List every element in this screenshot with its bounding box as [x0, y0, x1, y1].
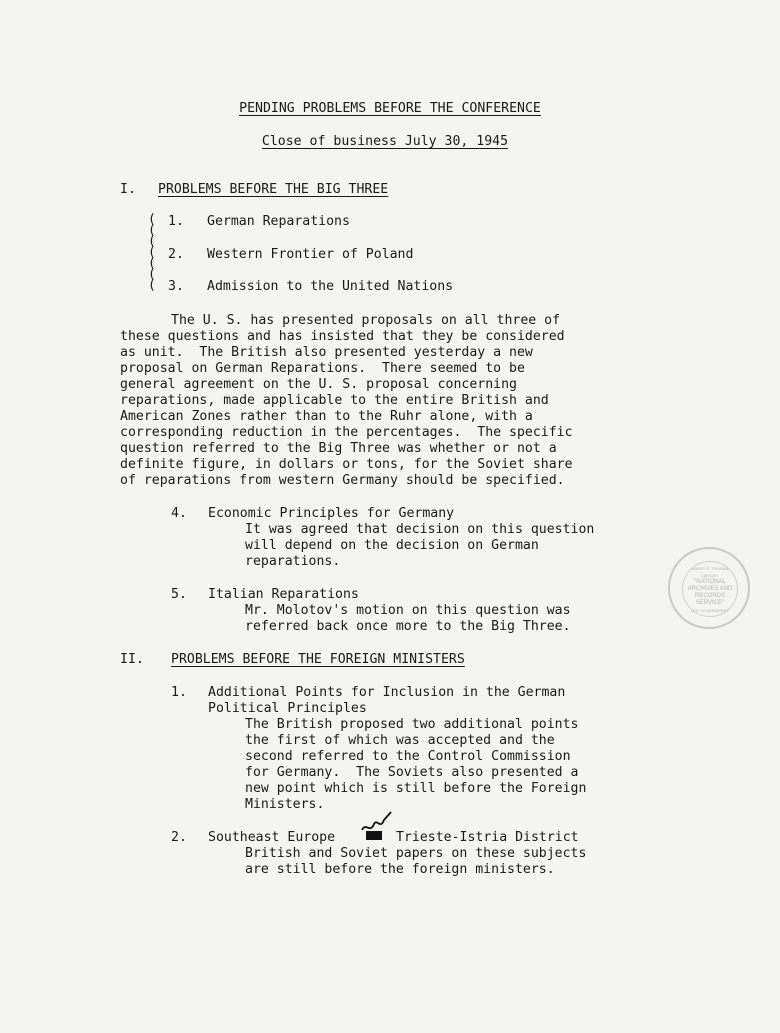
list-item-label: German Reparations	[207, 214, 350, 229]
list-item-label: Trieste-Istria District	[396, 830, 579, 845]
item-body-line: second referred to the Control Commission	[245, 749, 571, 764]
seal-line: U.S. GOVERNMENT	[691, 607, 729, 613]
item-body-line: Mr. Molotov's motion on this question was	[245, 603, 571, 618]
list-item-number: 5.	[171, 587, 187, 602]
list-item-label: Admission to the United Nations	[207, 279, 454, 294]
item-body-line: for Germany. The Soviets also presented a	[245, 765, 579, 780]
list-item-label: Southeast Europe	[208, 830, 336, 845]
paragraph-line: proposal on German Reparations. There seemed to be	[120, 361, 525, 376]
paragraph-line: corresponding reduction in the percentages. The specific	[120, 425, 573, 440]
seal-line: SERVICE"	[695, 599, 725, 606]
bracket-glyphs: ( ( ( ( ( ( (	[148, 212, 156, 293]
list-item-label: Western Frontier of Poland	[207, 247, 414, 262]
section-2-numeral: II.	[120, 652, 144, 667]
paragraph-line: definite figure, in dollars or tons, for the Soviet share	[120, 457, 573, 472]
paragraph-line: of reparations from western Germany should be specified.	[120, 473, 565, 488]
item-body-line: are still before the foreign ministers.	[245, 862, 555, 877]
paragraph-line: these questions and has insisted that they be considered	[120, 329, 565, 344]
item-body-line: It was agreed that decision on this question	[245, 522, 595, 537]
seal-line: ARCHIVES AND	[687, 585, 733, 592]
seal-line: HARRY S. TRUMAN LIBRARY	[691, 565, 729, 578]
paragraph-line: general agreement on the U. S. proposal concerning	[120, 377, 517, 392]
handwritten-strikeout-mark	[358, 808, 398, 846]
seal-line: RECORDS	[694, 592, 725, 599]
item-body-line: the first of which was accepted and the	[245, 733, 555, 748]
seal-line: "NATIONAL	[694, 578, 726, 585]
archive-seal-stamp	[668, 547, 750, 629]
list-item-number: 1.	[171, 685, 187, 700]
list-item-number: 4.	[171, 506, 187, 521]
list-item-label: Additional Points for Inclusion in the German	[208, 685, 566, 700]
list-item-number: 2.	[168, 247, 184, 262]
list-item-label: Italian Reparations	[208, 587, 359, 602]
paragraph-line: question referred to the Big Three was whether or not a	[120, 441, 557, 456]
paragraph-line: American Zones rather than to the Ruhr alone, with a	[120, 409, 533, 424]
item-body-line: The British proposed two additional points	[245, 717, 579, 732]
item-body-line: reparations.	[245, 554, 341, 569]
section-2-heading: PROBLEMS BEFORE THE FOREIGN MINISTERS	[171, 652, 465, 667]
list-item-label: Economic Principles for Germany	[208, 506, 455, 521]
item-body-line: Ministers.	[245, 797, 325, 812]
list-item-number: 3.	[168, 279, 184, 294]
section-1-heading: PROBLEMS BEFORE THE BIG THREE	[158, 182, 389, 197]
list-item-number: 2.	[171, 830, 187, 845]
paragraph-line: The U. S. has presented proposals on all three of	[171, 313, 561, 328]
item-body-line: will depend on the decision on German	[245, 538, 539, 553]
item-body-line: British and Soviet papers on these subjects	[245, 846, 587, 861]
document-title: PENDING PROBLEMS BEFORE THE CONFERENCE	[239, 101, 541, 116]
document-date: Close of business July 30, 1945	[261, 134, 509, 149]
paragraph-line: reparations, made applicable to the entire British and	[120, 393, 549, 408]
seal-text	[682, 561, 738, 617]
section-1-numeral: I.	[120, 182, 136, 197]
list-item-label: Political Principles	[208, 701, 367, 716]
item-body-line: referred back once more to the Big Three.	[245, 619, 571, 634]
item-body-line: new point which is still before the Foreign	[245, 781, 587, 796]
list-item-number: 1.	[168, 214, 184, 229]
paragraph-line: as unit. The British also presented yesterday a new	[120, 345, 533, 360]
